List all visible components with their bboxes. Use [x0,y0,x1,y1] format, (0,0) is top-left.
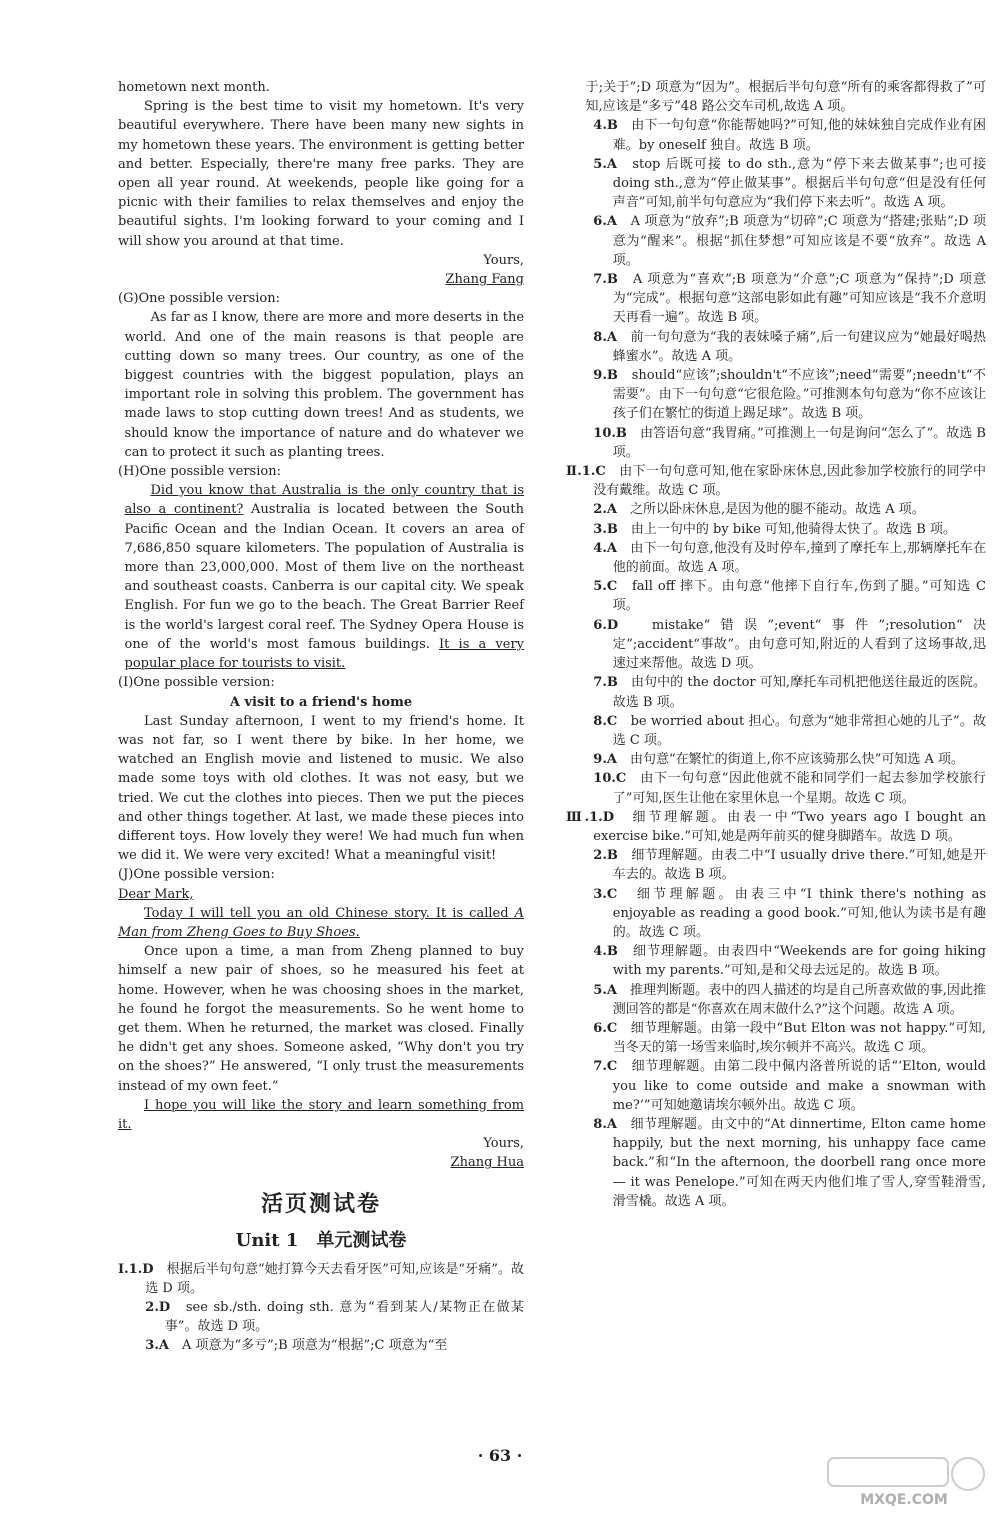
answer-number: 8.A [593,329,617,345]
answer-number: 5.A [593,156,617,172]
text: . [355,924,360,940]
answer-number: 10.C [593,771,627,787]
signature-line: Yours, [483,252,524,268]
answer-number: 3.B [593,521,618,537]
left-column [118,78,524,1356]
essay-title: A visit to a friend's home [229,694,413,710]
page-number: · 63 · [477,1446,523,1465]
answer-number: 6.A [593,214,617,230]
answer-text: 细节理解题。由表三中“I think there's nothing as enjoyable as reading a good book.”可知,他认为读书是有趣的。故选 C 项。 [612,886,986,940]
answer-number: 4.A [593,540,617,556]
answer-text: A 项意为“放弃”;B 项意为“切碎”;C 项意为“搭建;张贴”;D 项意为“醒来”。根据“抓住梦想”可知应该是不要“放弃”。故选 A 项。 [612,214,986,268]
answer-text: 由下一句句意“你能帮她吗?”可知,他的妹妹独自完成作业有困难。by oneself 独自。故选 B 项。 [612,118,986,153]
answer-number: 4.B [593,944,618,960]
text: Australia is located between the South Pacific Ocean and the Indian Ocean. It covers an area of 7,686,850 square kilometers. The population of Australia is more than 23,000,000. Most of them live on the northeast and southeast coasts. Canberra is our capital city. We speak English. For fun we go to the beach. The Great Barrier Reef is the world's largest coral reef. The Sydney Opera House is one of the world's most famous buildings. [124,502,524,652]
answer-text: 由句意“在繁忙的街道上,你不应该骑那么快”可知选 A 项。 [629,752,965,768]
answer-number: 7.C [593,1059,618,1075]
answer-text: fall off 摔下。由句意“他摔下自行车,伤到了腿。”可知选 C 项。 [612,579,986,614]
letter-greeting: Dear Mark, [118,886,194,902]
answer-number: 7.B [593,675,618,691]
answer-text: 推理判断题。表中的四人描述的均是自己所喜欢做的事,因此推测回答的都是“你喜欢在周末做什么?”这个问题。故选 A 项。 [612,982,986,1017]
answer-text: see sb./sth. doing sth. 意为“看到某人/某物正在做某事”。故选 D 项。 [164,1299,524,1335]
version-label: (I)One possible version: [118,675,275,691]
answer-number: 9.A [593,752,617,768]
answer-item [118,1298,524,1336]
right-column [566,78,986,1211]
answer-text: 细节理解题。由表一中“Two years ago I bought an exercise bike.”可知,她是两年前买的健身脚踏车。故选 D 项。 [593,809,986,844]
answer-number: 2.B [593,848,618,864]
paragraph [118,904,524,942]
answer-number: 2.A [593,502,617,518]
answer-number: 9.B [593,368,618,384]
answer-text: A 项意为“多亏”;B 项意为“根据”;C 项意为“至 [181,1338,448,1354]
paragraph: Once upon a time, a man from Zheng planned to buy himself a new pair of shoes, so he measured his feet at home. However, when he was choosing shoes in the market, he found he forgot the measurements. So he went home to get them. When he returned, the market was closed. Finally he didn't get any shoes. Someone asked, “Why don't you try on the shoes?” He answered, “I only trust the measurements instead of my own feet.” [118,944,524,1094]
section-1-answers [566,116,986,462]
answer-number: 5.A [593,982,617,998]
answer-text: should“应该”;shouldn't“不应该”;need“需要”;needn't“不需要”。由下一句句意“它很危险。”可推测本句句意为“你不应该让孩子们在繁忙的街道上踢足球”。故选 B 项。 [612,368,986,422]
answer-text: stop 后既可接 to do sth.,意为“停下来去做某事”;也可接 doing sth.,意为“停止做某事”。根据后半句句意“但是没有任何声音”可知,前半句句意应为“我们停下来去听”。故选 A 项。 [612,156,986,211]
section-title: 活页测试卷 [260,1190,381,1217]
paragraph: As far as I know, there are more and more deserts in the world. And one of the main reasons is that people are cutting down so many trees. Our country, as one of the biggest countries with the biggest population, plays an important role in solving this problem. The government has made laws to stop cutting down trees! And as students, we should know the importance of nature and do whatever we can to protect it such as planting trees. [124,310,525,460]
watermark-text: MXQE.COM [860,1492,948,1508]
answer-text: 根据后半句句意“她打算今天去看牙医”可知,应该是“牙痛”。故选 D 项。 [145,1261,524,1296]
answer-text: 细节理解题。由文中的“At dinnertime, Elton came home happily, but the next morning, his unhappy face came back.”和“In the afternoon, the doorbell rang once more— it was Penelope.”可知在两天内他们堆了雪人,穿雪鞋滑雪,滑雪橇。故选 A 项。 [612,1116,986,1209]
signature-name: Zhang Hua [450,1155,524,1171]
answer-text: 细节理解题。由表四中“Weekends are for going hiking with my parents.”可知,是和父母去远足的。故选 B 项。 [612,944,986,979]
answer-number: 3.A [145,1338,169,1354]
answer-number: 8.A [593,1116,617,1132]
paragraph: Last Sunday afternoon, I went to my friend's home. It was not far, so I went there by bike. In her home, we watched an English movie and listened to music. We also made some toys with old clothes. It was not easy, but we tried. We cut the clothes into pieces. Then we put the pieces and other things together. At last, we made these pieces into different toys. How lovely they were! We had much fun when we did it. We were very excited! What a meaningful visit! [118,713,524,864]
answer-number: 10.B [593,425,627,441]
answer-text: 由下一句句意“因此他就不能和同学们一起去参加学校旅行了”可知,医生让他在家里休息一个星期。故选 C 项。 [612,771,986,806]
answer-text: 之所以卧床休息,是因为他的腿不能动。故选 A 项。 [629,502,925,518]
version-label: (J)One possible version: [118,867,275,883]
underlined-text: Did you know that Australia is the only country that is also a continent? [124,483,524,518]
underlined-text: It is a very popular place for tourists to visit. [124,636,525,672]
answer-number: 4.B [593,118,618,134]
answer-text: A 项意为“喜欢”;B 项意为“介意”;C 项意为“保持”;D 项意为“完成”。根据句意“这部电影如此有趣”可知应该是“我不介意明天再看一遍”。故选 B 项。 [612,272,986,326]
text: Today I will tell you an old Chinese story. It is called [144,905,515,921]
answer-number: 7.B [593,272,618,288]
answer-number: Ⅱ.1.C [566,464,606,480]
version-label: (G)One possible version: [118,291,280,307]
story-title: A Man from Zheng Goes to Buy Shoes [118,905,524,940]
paragraph: I hope you will like the story and learn something from it. [118,1097,524,1132]
answer-number: 5.C [593,579,618,595]
answer-text: 细节理解题。由第二段中佩内洛普所说的话“‘Elton, would you like to come outside and make a snowman with me?’”可知她邀请埃尔顿外出。故选 C 项。 [612,1059,986,1113]
answer-text: 细节理解题。由第一段中“But Elton was not happy.”可知,当冬天的第一场雪来临时,埃尔顿并不高兴。故选 C 项。 [612,1020,986,1056]
paragraph: Spring is the best time to visit my hometown. It's very beautiful everywhere. There have been many new sights in my hometown these years. The environment is getting better and better. Especially, there're many free parks. They are open all year round. At weekends, people like going for a picnic with their families to relax themselves and enjoy the beautiful sights. I'm looking forward to your coming and I will show you around at that time. [118,99,524,249]
answer-text: be worried about 担心。句意为“她非常担心她的儿子”。故选 C 项。 [612,713,986,748]
answer-text: 由答语句意“我胃痛。”可推测上一句是询问“怎么了”。故选 B 项。 [612,425,986,460]
answer-number: 2.D [145,1299,171,1315]
signature-line: Yours, [483,1136,524,1152]
answer-text: 细节理解题。由表二中“I usually drive there.”可知,她是开车去的。故选 B 项。 [612,848,986,883]
section-3-answers [566,808,986,1211]
answer-text: 由上一句中的 by bike 可知,他骑得太快了。故选 B 项。 [630,521,956,537]
answer-number: Ⅲ.1.D [566,809,614,825]
signature-name: Zhang Fang [445,272,524,288]
answer-text: 前一句句意为“我的表妹嗓子痛”,后一句建议应为“她最好喝热蜂蜜水”。故选 A 项。 [612,329,986,364]
continued-text: 于;关于”;D 项意为“因为”。根据后半句句意“所有的乘客都得救了”可知,应该是“多亏”48 路公交车司机,故选 A 项。 [585,80,986,115]
answer-text: 由句中的 the doctor 可知,摩托车司机把他送往最近的医院。故选 B 项。 [612,675,986,710]
answer-text: mistake“错误”;event“事件”;resolution“决定”;accident“事故”。由句意可知,附近的人看到了这场事故,迅速过来帮他。故选 D 项。 [612,617,986,672]
answer-number: 6.C [593,1020,618,1036]
answer-item [118,1336,524,1355]
answer-number: 6.D [593,617,619,633]
answer-text: 由下一句句意可知,他在家卧床休息,因此参加学校旅行的同学中没有戴维。故选 C 项。 [593,464,986,499]
version-label: (H)One possible version: [118,464,281,480]
unit-title: Unit 1 单元测试卷 [235,1229,407,1251]
answer-item [118,1260,524,1298]
section-2-answers [566,462,986,808]
answer-number: 3.C [593,886,618,902]
watermark-logo [818,1452,990,1510]
answer-text: 由下一句句意,他没有及时停车,撞到了摩托车上,那辆摩托车在他的前面。故选 A 项。 [612,540,986,576]
answer-number: 8.C [593,713,618,729]
answer-number: Ⅰ.1.D [118,1261,154,1277]
text-line: hometown next month. [118,80,270,95]
paragraph [118,481,524,673]
